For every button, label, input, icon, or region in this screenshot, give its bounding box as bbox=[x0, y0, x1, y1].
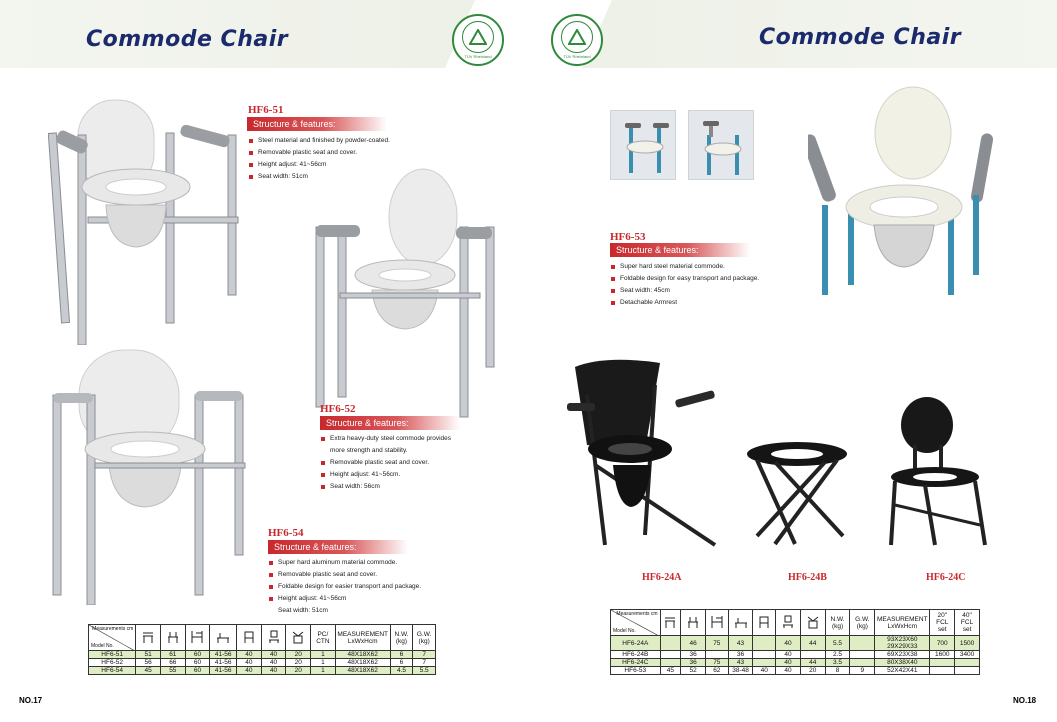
table-corner: Measurements cm Model No. bbox=[611, 610, 661, 636]
hf6-24a-chair-image bbox=[565, 355, 725, 555]
feature-item: more strength and stability. bbox=[330, 447, 408, 454]
feature-item: Super hard steel material commode. bbox=[610, 261, 759, 273]
dimension-icon bbox=[160, 625, 185, 651]
right-spec-table bbox=[610, 609, 980, 675]
feature-item: Removable plastic seat and cover. bbox=[268, 569, 421, 581]
hf6-52-section-label: Structure & features: bbox=[320, 416, 460, 430]
hf6-53-thumbnail-1 bbox=[610, 110, 676, 180]
hf6-53-thumbnail-2 bbox=[688, 110, 754, 180]
feature-item: Height adjust: 41~56cm. bbox=[320, 469, 451, 481]
hf6-24c-model-label: HF6-24C bbox=[926, 572, 966, 583]
feature-item: Removable plastic seat and cover. bbox=[248, 147, 390, 159]
feature-item: Height adjust: 41~56cm bbox=[248, 159, 390, 171]
left-spec-table bbox=[88, 624, 436, 675]
table-row: HF6-51 51 61 60 41-56 40 40 20 1 48X18X62 6 7 bbox=[89, 651, 436, 659]
feature-item: Removable plastic seat and cover. bbox=[320, 457, 451, 469]
hf6-54-section-label: Structure & features: bbox=[268, 540, 408, 554]
table-row: HF6-24A 46 75 43 40 44 5.5 93X23X60 29X29X33 700 1500 bbox=[611, 636, 980, 651]
hf6-24b-model-label: HF6-24B bbox=[788, 572, 827, 583]
feature-item: Super hard aluminum material commode. bbox=[268, 557, 421, 569]
feature-item: Seat width: 56cm bbox=[320, 481, 451, 493]
dimension-icon bbox=[800, 610, 825, 636]
hf6-53-section-label: Structure & features: bbox=[610, 243, 750, 257]
table-row: HF6-53 45 52 62 38-48 40 40 20 8 9 52X42X41 bbox=[611, 667, 980, 675]
dimension-icon bbox=[705, 610, 728, 636]
feature-item: Steel material and finished by powder-coated. bbox=[248, 135, 390, 147]
dimension-icon bbox=[185, 625, 210, 651]
feature-item: Seat width: 45cm bbox=[610, 285, 759, 297]
hf6-52-chair-image bbox=[310, 165, 510, 425]
fcl40-header: 40" FCL set bbox=[955, 610, 980, 636]
feature-item: Detachable Armrest bbox=[610, 297, 759, 309]
triangle-logo-icon bbox=[462, 21, 494, 53]
dimension-icon bbox=[286, 625, 311, 651]
logo-text: TÜV Rheinland bbox=[563, 54, 591, 59]
dimension-icon bbox=[753, 610, 776, 636]
measurement-header: MEASUREMENT LxWxHcm bbox=[335, 625, 390, 651]
dimension-icon bbox=[728, 610, 753, 636]
hf6-24c-chair-image bbox=[885, 395, 995, 555]
gw-header: G.W. (kg) bbox=[413, 625, 436, 651]
feature-item: Foldable design for easier transport and package. bbox=[268, 581, 421, 593]
left-page-title: Commode Chair bbox=[86, 27, 289, 52]
right-page-number: NO.18 bbox=[1013, 696, 1037, 705]
table-row: HF6-52 56 66 60 41-56 40 40 20 1 48X18X62 6 7 bbox=[89, 659, 436, 667]
dimension-icon bbox=[660, 610, 681, 636]
hf6-54-features bbox=[268, 557, 421, 617]
nw-header: N.W. (kg) bbox=[825, 610, 850, 636]
pc-ctn-header: PC/ CTN bbox=[311, 625, 336, 651]
table-row: HF6-24C 36 75 43 40 44 3.5 80X38X40 bbox=[611, 659, 980, 667]
nw-header: N.W. (kg) bbox=[390, 625, 413, 651]
table-row: HF6-54 45 55 60 41-56 40 40 20 1 48X18X62 4.5 5.5 bbox=[89, 667, 436, 675]
hf6-53-features bbox=[610, 261, 759, 309]
feature-item: Seat width: 51cm bbox=[278, 607, 328, 614]
certification-logo-left bbox=[452, 14, 504, 66]
hf6-52-model-label: HF6-52 bbox=[320, 403, 356, 415]
hf6-53-chair-image bbox=[808, 85, 1008, 315]
feature-item: Extra heavy-duty steel commode provides bbox=[320, 433, 451, 445]
hf6-54-chair-image bbox=[45, 345, 255, 605]
feature-item: Foldable design for easy transport and package. bbox=[610, 273, 759, 285]
table-corner: Measurements cm Model No. bbox=[89, 625, 136, 651]
hf6-24b-chair-image bbox=[745, 440, 855, 550]
dimension-icon bbox=[210, 625, 237, 651]
measurement-header: MEASUREMENT LxWxHcm bbox=[875, 610, 930, 636]
hf6-51-model-label: HF6-51 bbox=[248, 104, 284, 116]
hf6-52-features bbox=[320, 433, 451, 493]
dimension-icon bbox=[776, 610, 801, 636]
hf6-51-chair-image bbox=[48, 95, 248, 345]
hf6-54-model-label: HF6-54 bbox=[268, 527, 304, 539]
certification-logo-right bbox=[551, 14, 603, 66]
hf6-53-model-label: HF6-53 bbox=[610, 231, 646, 243]
logo-text: TÜV Rheinland bbox=[464, 54, 492, 59]
hf6-51-section-label: Structure & features: bbox=[247, 117, 387, 131]
feature-item: Height adjust: 41~56cm bbox=[268, 593, 421, 605]
gw-header: G.W. (kg) bbox=[850, 610, 875, 636]
dimension-icon bbox=[136, 625, 161, 651]
dimension-icon bbox=[681, 610, 706, 636]
left-page-number: NO.17 bbox=[19, 696, 43, 705]
table-row: HF6-24B 36 36 40 2.5 69X23X38 1600 3400 bbox=[611, 651, 980, 659]
hf6-24a-model-label: HF6-24A bbox=[642, 572, 682, 583]
feature-item: Seat width: 51cm bbox=[248, 171, 390, 183]
fcl20-header: 20" FCL set bbox=[930, 610, 955, 636]
dimension-icon bbox=[237, 625, 262, 651]
dimension-icon bbox=[261, 625, 286, 651]
right-page-title: Commode Chair bbox=[759, 25, 962, 50]
hf6-51-features bbox=[248, 135, 390, 183]
triangle-logo-icon bbox=[561, 21, 593, 53]
